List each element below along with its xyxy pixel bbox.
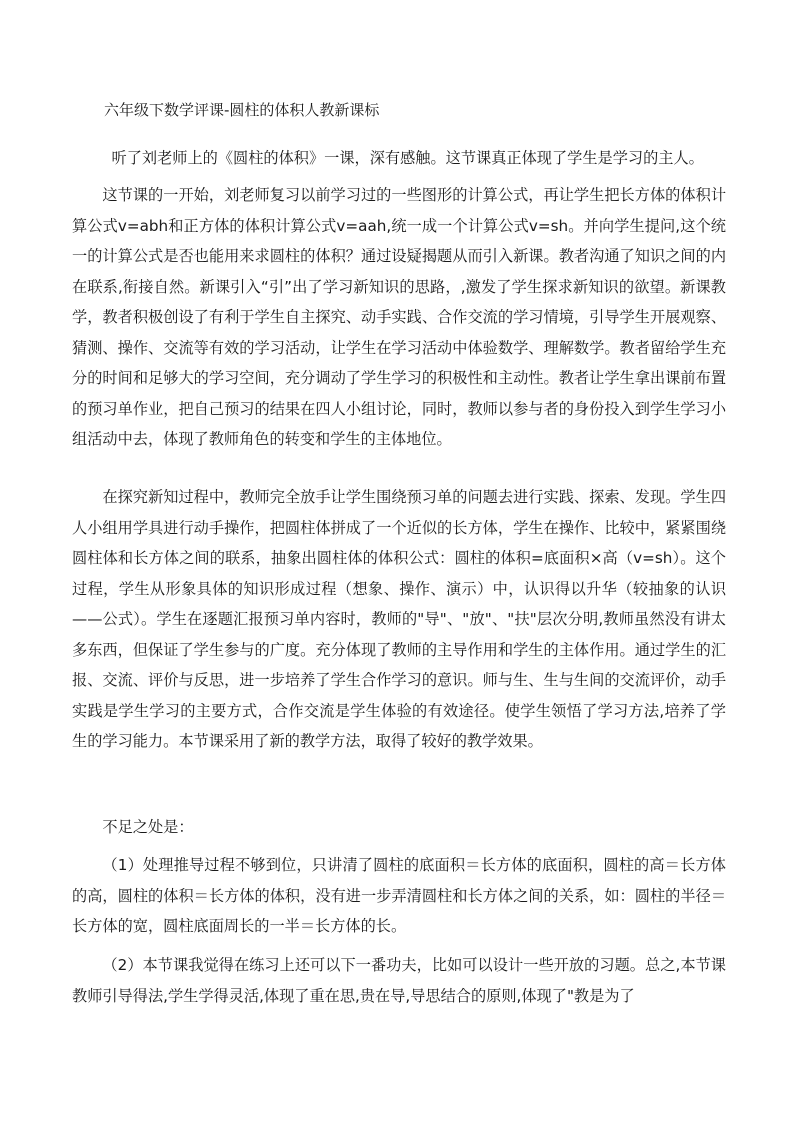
paragraph-shortcoming-1: （1）处理推导过程不够到位，只讲清了圆柱的底面积＝长方体的底面积，圆柱的高＝长方体的高，圆柱的体积＝长方体的体积，没有进一步弄清圆柱和长方体之间的关系，如：圆柱的半径＝长方体的宽，圆柱底面周长的一半＝长方体的长。 [72, 856, 726, 935]
paragraph-lesson-opening: 这节课的一开始，刘老师复习以前学习过的一些图形的计算公式，再让学生把长方体的体积计算公式v=abh和正方体的体积计算公式v=aah,统一成一个计算公式v=sh。并向学生提问,这个统一的计算公式是否也能用来求圆柱的体积？通过设疑揭题从而引入新课。教者沟通了知识之间的内在联系,衔接自然。新课引入“引”出了学习新知识的思路，,激发了学生探求新知识的欲望。新课教学，教者积极创设了有利于学生自主探究、动手实践、合作交流的学习情境，引导学生开展观察、猜测、操作、交流等有效的学习活动，让学生在学习活动中体验数学、理解数学。教者留给学生充分的时间和足够大的学习空间，充分调动了学生学习的积极性和主动性。教者让学生拿出课前布置的预习单作业，把自己预习的结果在四人小组讨论，同时，教师以参与者的身份投入到学生学习小组活动中去，体现了教师角色的转变和学生的主体地位。 [72, 186, 726, 448]
paragraph-shortcoming-2: （2）本节课我觉得在练习上还可以下一番功夫，比如可以设计一些开放的习题。总之,本节课教师引导得法,学生学得灵活,体现了重在思,贵在导,导思结合的原则,体现了"教是为了 [72, 956, 726, 1005]
paragraph-intro: 听了刘老师上的《圆柱的体积》一课，深有感触。这节课真正体现了学生是学习的主人。 [111, 149, 704, 167]
document-title: 六年级下数学评课-圆柱的体积人教新课标 [104, 101, 380, 119]
paragraph-shortcomings-heading: 不足之处是： [102, 818, 194, 836]
paragraph-exploration: 在探究新知过程中，教师完全放手让学生围绕预习单的问题去进行实践、探索、发现。学生四人小组用学具进行动手操作，把圆柱体拼成了一个近似的长方体，学生在操作、比较中，紧紧围绕圆柱体和长方体之间的联系，抽象出圆柱体的体积公式：圆柱的体积=底面积×高（v=sh）。这个过程，学生从形象具体的知识形成过程（想象、操作、演示）中，认识得以升华（较抽象的认识——公式）。学生在逐题汇报预习单内容时，教师的"导"、"放"、"扶"层次分明,教师虽然没有讲太多东西，但保证了学生参与的广度。充分体现了教师的主导作用和学生的主体作用。通过学生的汇报、交流、评价与反思，进一步培养了学生合作学习的意识。师与生、生与生间的交流评价，动手实践是学生学习的主要方式，合作交流是学生体验的有效途径。使学生领悟了学习方法,培养了学生的学习能力。本节课采用了新的教学方法，取得了较好的教学效果。 [72, 488, 726, 750]
